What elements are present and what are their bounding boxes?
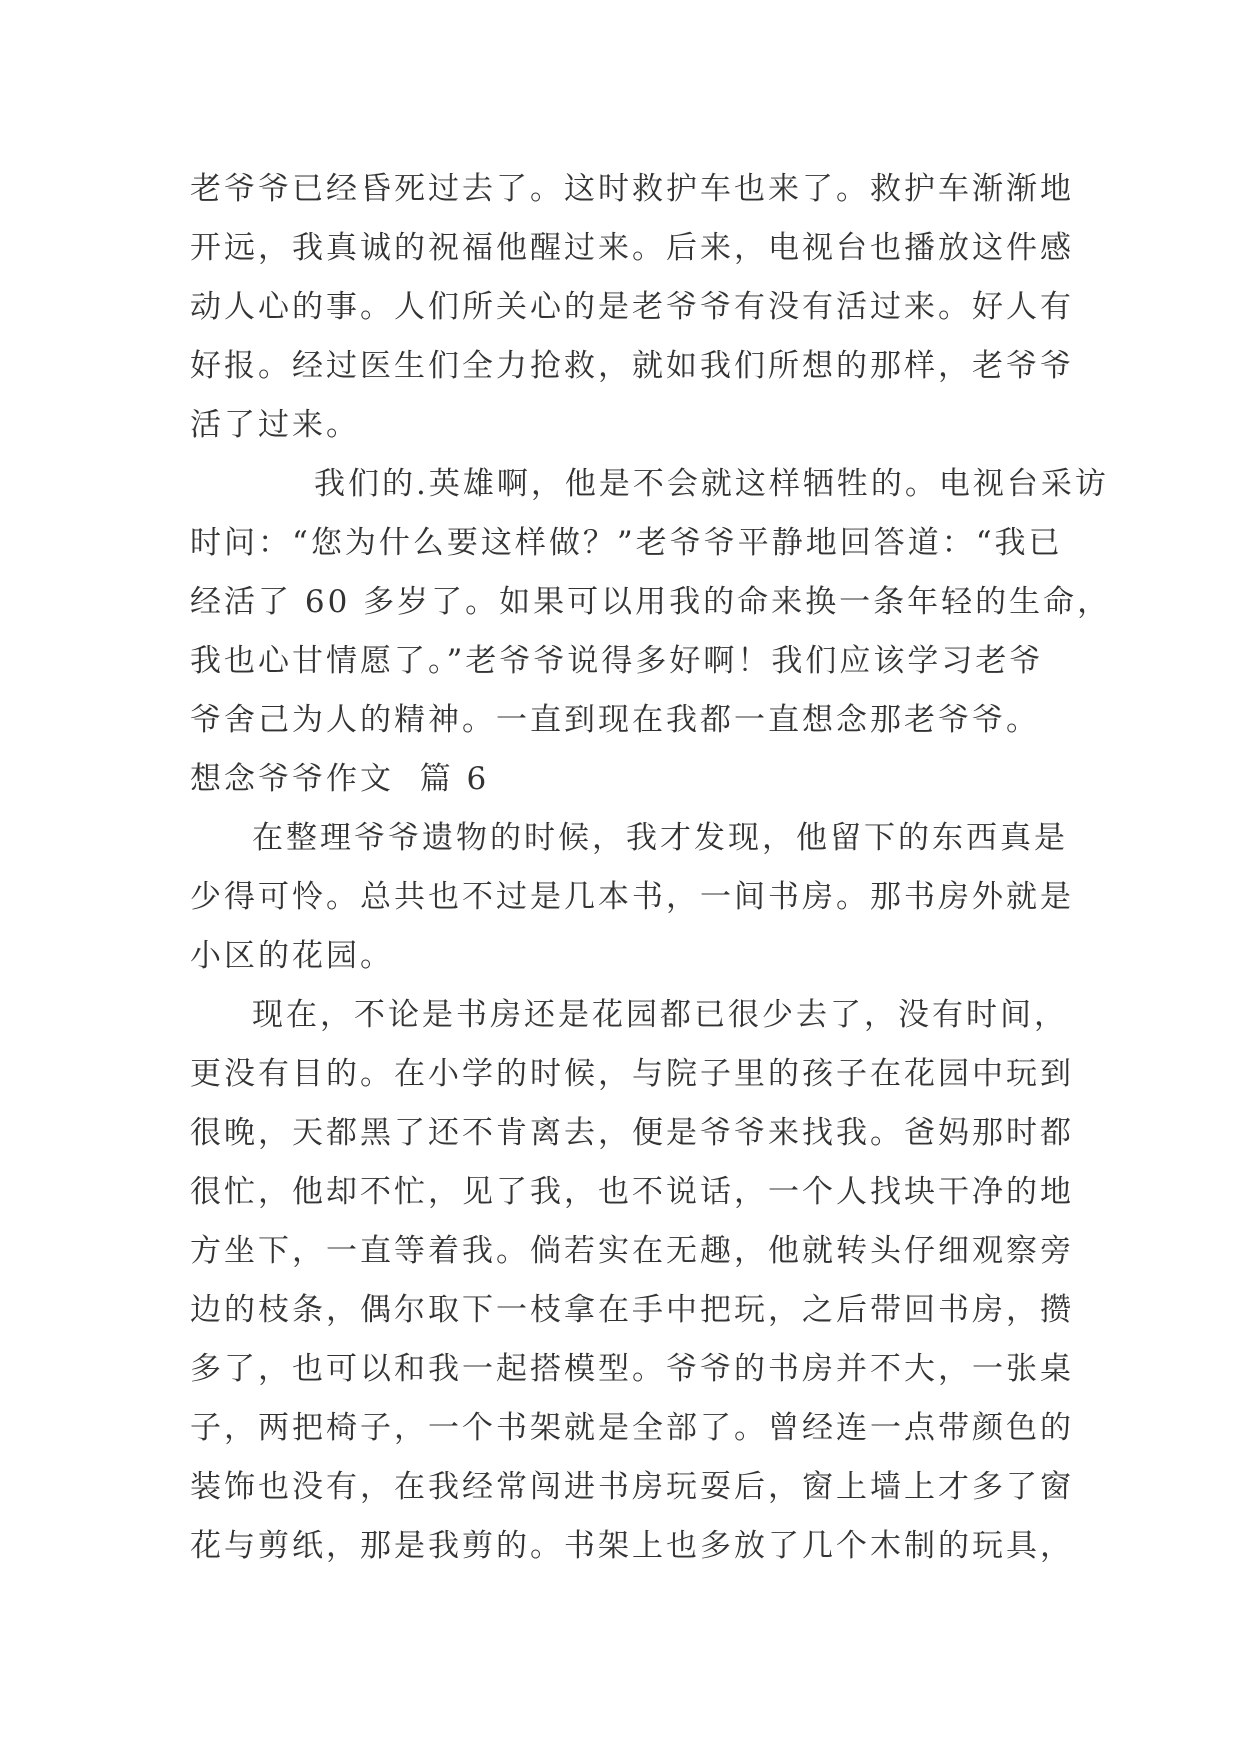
paragraph-4: [190, 986, 1074, 1576]
text-line: 很晚，天都黑了还不肯离去，便是爷爷来找我。爸妈那时都: [190, 1115, 1074, 1151]
text-line: 花与剪纸，那是我剪的。书架上也多放了几个木制的玩具，: [190, 1528, 1074, 1564]
paragraph-1: [190, 160, 1074, 455]
text-line: 很忙，他却不忙，见了我，也不说话，一个人找块干净的地: [190, 1174, 1074, 1210]
text-line: 装饰也没有，在我经常闯进书房玩耍后，窗上墙上才多了窗: [190, 1469, 1074, 1505]
text-line: 老爷爷已经昏死过去了。这时救护车也来了。救护车渐渐地: [190, 171, 1074, 207]
text-line: 动人心的事。人们所关心的是老爷爷有没有活过来。好人有: [190, 289, 1074, 325]
text-line: 活了过来。: [190, 407, 360, 443]
section-heading: 想念爷爷作文 篇 6: [190, 761, 490, 797]
text-line: 子，两把椅子，一个书架就是全部了。曾经连一点带颜色的: [190, 1410, 1074, 1446]
text-line: 更没有目的。在小学的时候，与院子里的孩子在花园中玩到: [190, 1056, 1074, 1092]
text-line: 好报。经过医生们全力抢救，就如我们所想的那样，老爷爷: [190, 348, 1074, 384]
text-line: 多了，也可以和我一起搭模型。爷爷的书房并不大，一张桌: [190, 1351, 1074, 1387]
text-line: 我也心甘情愿了。”老爷爷说得多好啊！我们应该学习老爷: [190, 643, 1044, 679]
text-line: 方坐下，一直等着我。倘若实在无趣，他就转头仔细观察旁: [190, 1233, 1074, 1269]
document-body: [190, 160, 1112, 1576]
paragraph-2: [190, 455, 1112, 750]
text-line: 开远，我真诚的祝福他醒过来。后来，电视台也播放这件感: [190, 230, 1074, 266]
text-line: 我们的.英雄啊，他是不会就这样牺牲的。电视台采访: [314, 466, 1109, 502]
text-line: 少得可怜。总共也不过是几本书，一间书房。那书房外就是: [190, 879, 1074, 915]
paragraph-3: [190, 809, 1074, 986]
text-line: 小区的花园。: [190, 938, 394, 974]
text-line: 现在，不论是书房还是花园都已很少去了，没有时间，: [252, 997, 1068, 1033]
text-line: 边的枝条，偶尔取下一枝拿在手中把玩，之后带回书房，攒: [190, 1292, 1074, 1328]
text-line: 经活了 60 多岁了。如果可以用我的命来换一条年轻的生命，: [190, 584, 1112, 620]
text-line: 爷舍己为人的精神。一直到现在我都一直想念那老爷爷。: [190, 702, 1040, 738]
text-line: 在整理爷爷遗物的时候，我才发现，他留下的东西真是: [252, 820, 1068, 856]
text-line: 时问：“您为什么要这样做？”老爷爷平静地回答道：“我已: [190, 525, 1063, 561]
